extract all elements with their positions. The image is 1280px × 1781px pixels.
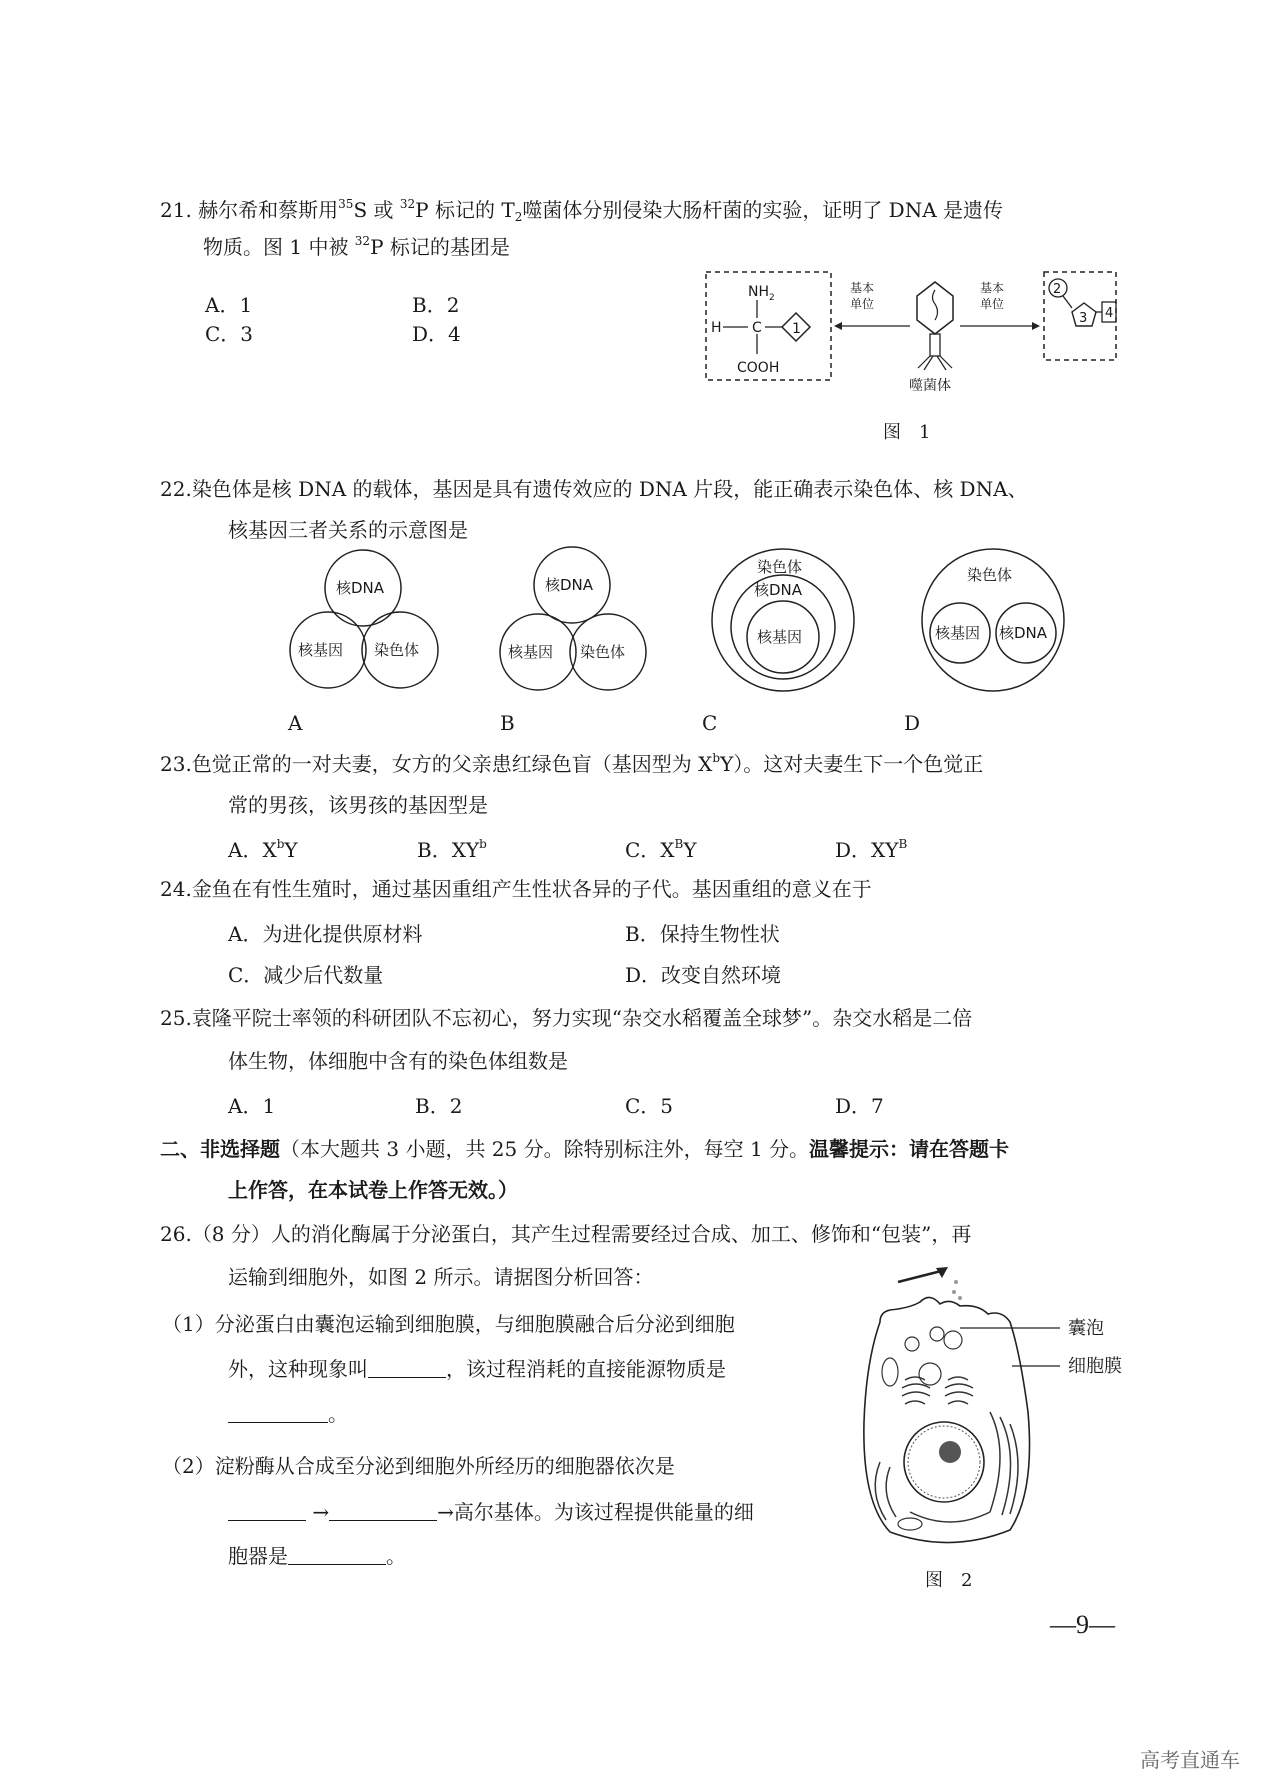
watermark: 高考直通车	[1140, 1748, 1240, 1772]
q22-label-a: A	[288, 711, 303, 735]
q21-option-a: A．1	[205, 293, 253, 317]
q21-option-c: C．3	[205, 322, 254, 346]
q24-option-b: B．保持生物性状	[625, 922, 780, 946]
q26-part2-line3: 胞器是 。	[228, 1544, 406, 1568]
q25-option-d: D．7	[835, 1094, 884, 1118]
diagram-a	[290, 550, 438, 688]
unit-right-label2: 单位	[980, 297, 1005, 311]
q26-line1: 26.（8 分）人的消化酶属于分泌蛋白，其产生过程需要经过合成、加工、修饰和“包装”，再	[160, 1222, 972, 1246]
q21-option-b: B．2	[412, 293, 460, 317]
diagram-a-left-label: 核基因	[298, 641, 344, 659]
q25-option-c: C．5	[625, 1094, 674, 1118]
figure-1-caption: 图 1	[883, 422, 931, 443]
group-1-label: 1	[792, 321, 801, 337]
q22-label-b: B	[500, 711, 515, 735]
group-2-label: 2	[1053, 282, 1062, 297]
figure-2-cell-diagram	[850, 1262, 1170, 1562]
q21-line2: 物质。图 1 中被 $^{32}$P 标记的基团是	[203, 234, 510, 259]
answer-blank-phenomenon[interactable]	[368, 1357, 446, 1378]
diagram-d	[922, 549, 1064, 691]
h-label: H	[711, 320, 722, 336]
section2-header: 二、非选择题（本大题共 3 小题，共 25 分。除特别标注外，每空 1 分。温馨提示：请在答题卡	[160, 1137, 1010, 1161]
q26-part1-line3: 。	[228, 1400, 348, 1428]
q22-label-d: D	[904, 711, 921, 735]
unit-left-label: 基本	[850, 281, 875, 295]
q22-diagrams	[270, 545, 1070, 695]
q26-part1-line2: 外，这种现象叫 ，该过程消耗的直接能源物质是	[228, 1357, 726, 1381]
answer-blank-organelle2[interactable]	[329, 1500, 437, 1521]
q26-part1-line1: （1）分泌蛋白由囊泡运输到细胞膜，与细胞膜融合后分泌到细胞	[162, 1312, 735, 1336]
diagram-c-outer-label: 染色体	[757, 558, 803, 576]
group-4-label: 4	[1105, 306, 1114, 321]
page-number: —9—	[1050, 1610, 1115, 1639]
vesicle-label: 囊泡	[1068, 1318, 1104, 1339]
unit-left-label2: 单位	[850, 297, 875, 311]
q21-line1: 21. 赫尔希和蔡斯用$^{35}$S 或 $^{32}$P 标记的 $T_2$噬菌体分别侵染大肠杆菌的实验，证明了 DNA 是遗传	[160, 197, 1004, 224]
vesicle-1	[930, 1327, 944, 1341]
diagram-b	[500, 547, 646, 690]
diagram-a-top-label: 核DNA	[336, 579, 385, 597]
q24-option-c: C．减少后代数量	[228, 963, 384, 987]
answer-blank-energy[interactable]	[228, 1402, 328, 1423]
q24-line1: 24.金鱼在有性生殖时，通过基因重组产生性状各异的子代。基因重组的意义在于	[160, 877, 872, 901]
q24-option-d: D．改变自然环境	[625, 963, 782, 987]
nh2-label: NH	[748, 284, 769, 300]
figure-2-caption: 图 2	[925, 1570, 973, 1591]
diagram-c-inner-label: 核基因	[757, 628, 803, 646]
answer-blank-organelle1[interactable]	[228, 1500, 306, 1521]
c-label: C	[752, 320, 762, 336]
unit-right-label: 基本	[980, 281, 1005, 295]
q25-line2: 体生物，体细胞中含有的染色体组数是	[228, 1049, 568, 1073]
q22-line1: 22.染色体是核 DNA 的载体，基因是具有遗传效应的 DNA 片段，能正确表示染色体、核 DNA、	[160, 477, 1028, 501]
answer-blank-energy-organelle[interactable]	[288, 1544, 386, 1565]
q22-label-c: C	[702, 711, 718, 735]
diagram-b-left-label: 核基因	[508, 643, 554, 661]
diagram-c	[712, 549, 854, 691]
diagram-d-outer-label: 染色体	[967, 566, 1013, 584]
nh2-subscript: 2	[769, 293, 775, 303]
rough-endoplasmic-reticulum	[875, 1412, 1018, 1522]
phage-label: 噬菌体	[909, 378, 951, 394]
vesicle-2	[944, 1331, 962, 1349]
group-3-label: 3	[1079, 311, 1088, 326]
q24-option-a: A．为进化提供原材料	[228, 922, 423, 946]
q23-line1: 23.色觉正常的一对夫妻，女方的父亲患红绿色盲（基因型为 $X^bY$）。这对夫妻生下一个色觉正	[160, 751, 984, 776]
q25-line1: 25.袁隆平院士率领的科研团队不忘初心，努力实现“杂交水稻覆盖全球梦”。杂交水稻是二倍	[160, 1006, 973, 1030]
q23-line2: 常的男孩，该男孩的基因型是	[228, 793, 488, 817]
q25-option-a: A．1	[228, 1094, 276, 1118]
q22-line2: 核基因三者关系的示意图是	[228, 518, 468, 542]
diagram-c-middle-label: 核DNA	[754, 581, 803, 599]
section2-tip-line2: 上作答，在本试卷上作答无效。）	[228, 1178, 518, 1202]
diagram-d-left-label: 核基因	[935, 624, 981, 642]
q21-option-d: D．4	[412, 322, 461, 346]
q23-option-b: B．$XY^b$	[417, 837, 487, 862]
q25-option-b: B．2	[415, 1094, 463, 1118]
q26-part2-line2: → →高尔基体。为该过程提供能量的细	[228, 1498, 754, 1526]
nucleolus	[939, 1441, 961, 1463]
mitochondrion	[882, 1358, 898, 1386]
phage-head	[917, 282, 953, 334]
q26-part2-line1: （2）淀粉酶从合成至分泌到细胞外所经历的细胞器依次是	[162, 1454, 675, 1478]
q23-option-d: D．$XY^B$	[835, 837, 908, 862]
figure-1-nucleotide-diagram	[700, 268, 1120, 398]
membrane-label: 细胞膜	[1068, 1356, 1122, 1377]
phage-tail	[930, 334, 940, 356]
diagram-a-right-label: 染色体	[374, 641, 420, 659]
q23-option-a: A．$X^bY$	[228, 837, 298, 862]
diagram-b-right-label: 染色体	[580, 643, 626, 661]
golgi-apparatus	[902, 1377, 973, 1404]
q26-line2: 运输到细胞外，如图 2 所示。请据图分析回答：	[228, 1265, 654, 1289]
diagram-d-right-label: 核DNA	[999, 624, 1048, 642]
diagram-b-top-label: 核DNA	[545, 576, 594, 594]
secretion-arrow	[898, 1270, 945, 1282]
nucleus	[904, 1422, 984, 1502]
q23-option-c: C．$X^BY$	[625, 837, 697, 862]
cooh-label: COOH	[737, 360, 780, 376]
